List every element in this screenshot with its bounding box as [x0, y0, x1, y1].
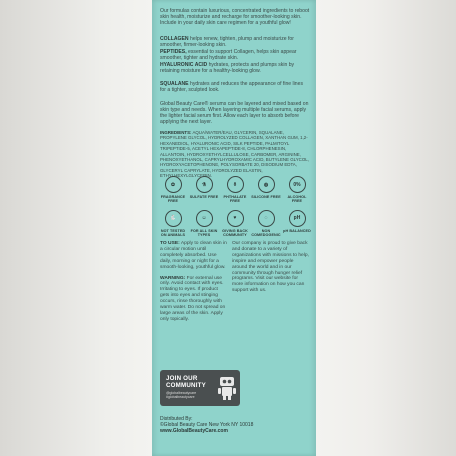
peptides-text: essential to support Collagen, helps skin appear smoother, tighter and hydrate skin.: [160, 49, 297, 61]
fragrance-free-icon: ✿: [165, 176, 182, 193]
claims-row: [158, 176, 312, 204]
hyaluronic-text: hydrates, protects and plumps skin by retaining moisture for a healthy-looking glow.: [160, 62, 295, 74]
join-community-handles: [166, 391, 196, 399]
squalane-heading: SQUALANE: [160, 81, 189, 87]
for-all-skin-types-icon: ☺: [196, 210, 213, 227]
ingredients-paragraph: [160, 130, 310, 179]
to-use-paragraph: [160, 241, 228, 271]
distributor-website: www.GlobalBeautyCare.com: [160, 428, 228, 434]
claim-label: FRAGRANCE FREE: [160, 195, 186, 204]
ingredients-label: INGREDIENTS:: [160, 130, 192, 135]
join-title-line: COMMUNITY: [166, 382, 206, 389]
claim-sulfate-free: [189, 176, 219, 204]
social-handle: @globalbeautycare: [166, 391, 197, 395]
warning-text: For external use only. Avoid contact with eyes. Irritating to eyes. If product gets into eyes and stinging occurs, rinse thoroughly with warm water. Do not spread on large areas of the skin. Apply only topically.: [160, 275, 226, 322]
phthalate-free-icon: ⚱: [227, 176, 244, 193]
giving-back-community-icon: ♥: [227, 210, 244, 227]
claim-alcohol-free: [282, 176, 312, 204]
claim-label: pH BALANCED: [283, 228, 311, 233]
distributor-address: ©Global Beauty Care New York NY 10018: [160, 422, 254, 428]
warning-label: WARNING:: [160, 275, 186, 281]
to-use-text: Apply to clean skin in a circular motion until completely absorbed. Use daily, morning or night for a smooth-looking, youthful glow.: [160, 241, 227, 270]
peptides-paragraph: [160, 49, 310, 61]
claim-giving-back: [220, 210, 250, 238]
ingredients-text: AQUA/WATER/EAU, GLYCERIN, SQUALANE, PROPYLENE GLYCOL, HYDROLYZED COLLAGEN, XANTHAN GUM, 1,2-HEXANEDIOL, HYALURONIC ACID, SILK PEPTIDE, PALMITOYL TRIPEPTIDE-5, ACETYL HEXAPEPTIDE-8, CHLORPHENESIN, ALLANTOIN, HYDROXYETHYLCELLULOSE, CARBOMER, ARGININE, PHENOXYETHANOL, CAPRYLHYDROXAMIC ACID, BUTYLENE GLYCOL, HYDROXYACETOPHENONE, POLYSORBATE 20, DISODIUM EDTA, GLYCERYL CAPRYLATE, HYDROLYZED ELASTIN, ETHYLHEXYLGLYCERIN.: [160, 130, 309, 179]
company-paragraph: Our company is proud to give back and donate to a variety of organizations with missions to help, inspire and empower people around the world and in our community through hunger relief programs. Visit our website for more information on how you can support with us.: [232, 241, 309, 294]
claim-label: SILICONE FREE: [251, 195, 281, 199]
distributor-label: Distributed By:: [160, 416, 193, 422]
squalane-paragraph: [160, 81, 310, 93]
claim-ph-balanced: [282, 210, 312, 238]
collagen-text: helps renew, tighten, plump and moisturize for smoother, firmer-looking skin.: [160, 36, 294, 48]
sulfate-free-icon: ⚗: [196, 176, 213, 193]
ph-balanced-icon: pH: [289, 210, 306, 227]
distributor-info: [160, 416, 310, 434]
to-use-label: TO USE:: [160, 241, 180, 246]
claim-not-tested: [158, 210, 188, 238]
claims-row: [158, 210, 312, 238]
claim-phthalate-free: [220, 176, 250, 204]
alcohol-free-icon: 0%: [289, 176, 306, 193]
hyaluronic-paragraph: [160, 62, 310, 74]
claim-label: NOT TESTED ON ANIMALS: [160, 228, 186, 237]
hyaluronic-heading: HYALURONIC ACID: [160, 62, 208, 68]
warning-paragraph: [160, 276, 228, 323]
layering-paragraph: Global Beauty Care® serums can be layered and mixed based on skin type and needs. When layering multiple facial serums, apply the lighter facial serum first. Allow each layer to absorb before applying the next layer.: [160, 101, 309, 125]
claim-all-skin-types: [189, 210, 219, 238]
claim-label: ALCOHOL FREE: [287, 195, 307, 204]
background-right: [316, 0, 456, 456]
product-box-panel: [152, 0, 316, 456]
not-tested-on-animals-icon: 🐇: [165, 210, 182, 227]
background-left: [0, 0, 152, 456]
collagen-heading: COLLAGEN: [160, 36, 189, 42]
claims-icon-grid: [158, 176, 312, 243]
intro-text: Our formulas contain luxurious, concentrated ingredients to reboot skin health, moisturize and recharge for smoother-looking skin. Include in your daily skin care regimen for a youthful glow!: [160, 8, 310, 26]
claim-non-comedogenic: [251, 210, 281, 238]
silicone-free-icon: ◍: [258, 176, 275, 193]
claim-label: NON COMEDOGENIC: [251, 228, 281, 237]
non-comedogenic-icon: ◌: [258, 210, 275, 227]
join-community-box: [160, 370, 240, 406]
usage-column: [160, 241, 228, 323]
claim-label: SULFATE FREE: [189, 195, 219, 199]
claim-label: PHTHALATE FREE: [223, 195, 247, 204]
squalane-text: hydrates and reduces the appearance of fine lines for a tighter, sculpted look.: [160, 81, 304, 93]
claim-label: GIVING BACK COMMUNITY: [222, 228, 248, 237]
collagen-paragraph: [160, 36, 310, 48]
join-title-line: JOIN OUR: [166, 375, 198, 382]
claim-label: FOR ALL SKIN TYPES: [190, 228, 218, 237]
social-hashtag: #globalbeautycare: [166, 395, 195, 399]
claim-silicone-free: [251, 176, 281, 204]
robot-mascot-icon: [217, 375, 237, 401]
peptides-heading: PEPTIDES,: [160, 49, 187, 55]
claim-fragrance-free: [158, 176, 188, 204]
join-community-title: [166, 375, 206, 389]
